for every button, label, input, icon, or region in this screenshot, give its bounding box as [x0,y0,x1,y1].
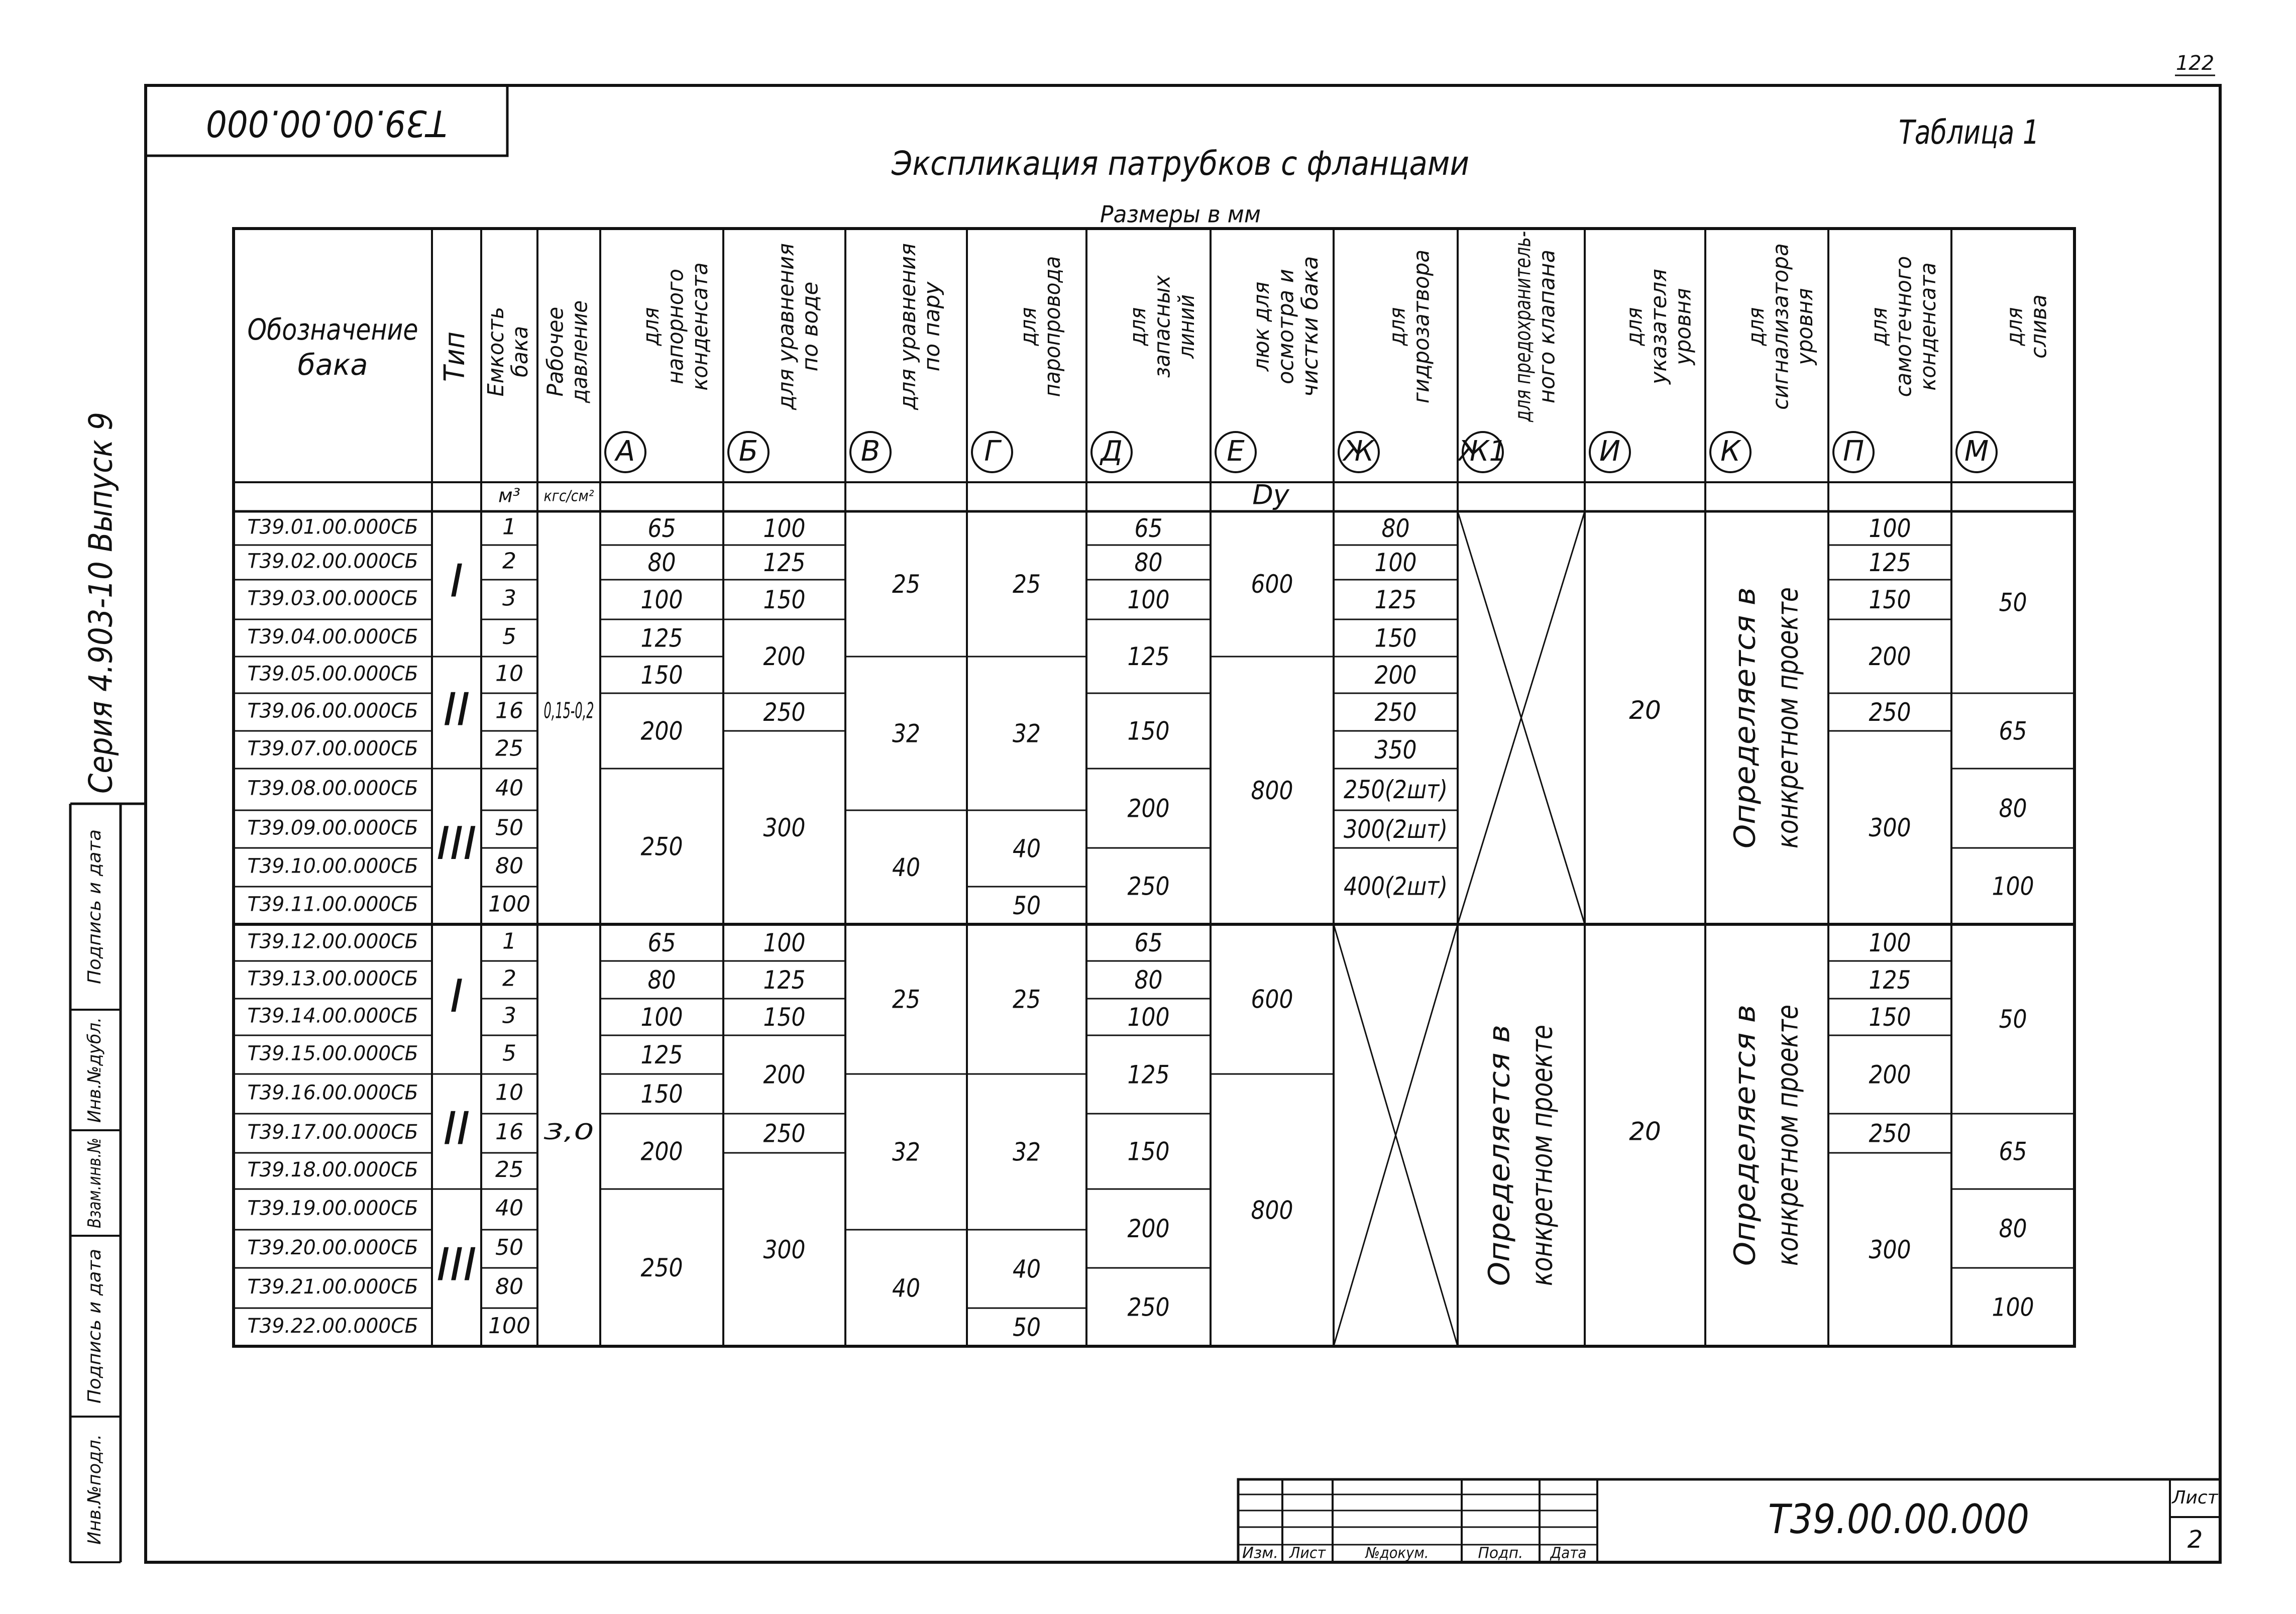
column-header-text [1249,256,1323,397]
value-G: 25 [1013,985,1041,1014]
tank-type: II [443,683,470,736]
tank-designation: Т39.20.00.000СБ [247,1236,418,1259]
tank-capacity: 3 [502,1003,516,1029]
value-B: 125 [763,548,806,577]
cell-text: для уравнения [895,236,921,410]
working-pressure: 0,15-0,2 [543,698,594,724]
column-letter: А [615,435,635,468]
value-B: 300 [763,813,806,842]
column-header-text [1510,170,1560,422]
tank-designation: Т39.19.00.000СБ [247,1197,418,1220]
tank-capacity: 50 [495,815,523,841]
value-D: 65 [1134,514,1163,543]
value-B: 125 [763,965,806,995]
value-A: 125 [640,623,683,653]
header-designation: Обозначение [247,312,418,347]
column-header-text [542,291,593,403]
tank-capacity: 1 [502,514,516,540]
sheet-label: Лист [2172,1487,2218,1508]
table-label: Таблица 1 [1899,113,2039,152]
value-E: 800 [1251,776,1293,805]
title-block-code: Т39.00.00.000 [1768,1495,2029,1543]
value-P: 100 [1869,514,1911,543]
value-B: 300 [763,1235,806,1264]
tank-type: III [436,1238,477,1292]
value-Zh: 80 [1381,514,1410,543]
value-B: 200 [763,1060,806,1090]
value-V: 40 [892,1273,920,1303]
value-D: 80 [1134,548,1163,577]
column-header-text [895,236,945,410]
title-block [1238,1479,2220,1562]
cell-text: для предохранитель- [1510,170,1536,422]
units-note: Размеры в мм [1100,200,1261,228]
cell-text: гидрозатвора [1408,242,1435,404]
value-M: 80 [1999,794,2027,823]
value-P: 200 [1869,1060,1911,1090]
value-D: 150 [1127,716,1170,746]
tank-designation: Т39.03.00.000СБ [247,587,418,610]
title-block-label: Дата [1549,1544,1587,1562]
value-M: 65 [1999,1137,2027,1166]
column-letter: К [1720,435,1740,468]
column-header-text [638,254,713,391]
value-D: 125 [1127,642,1170,671]
value-A: 150 [640,1080,683,1109]
cell-text: для [2002,303,2028,346]
tank-capacity: 1 [502,928,516,954]
value-B: 250 [763,698,806,727]
value-P: 250 [1869,1119,1911,1148]
tank-capacity: 10 [495,1080,523,1106]
value-A: 125 [640,1040,683,1069]
column-letter: В [860,435,881,468]
tank-designation: Т39.13.00.000СБ [247,967,418,991]
cell-text: по пару [919,281,945,372]
value-K: Определяется в [1727,1018,1762,1266]
tank-designation: Т39.16.00.000СБ [247,1081,418,1105]
cell-text: бака [507,323,533,378]
cell-text: для [638,303,665,346]
value-B: 100 [763,514,806,543]
value-Zh: 250(2шт) [1344,775,1448,804]
column-letter: Д [1101,435,1123,468]
value-D: 125 [1127,1060,1170,1090]
column-letter: Г [984,435,1000,468]
value-V: 32 [892,1137,920,1167]
tank-capacity: 50 [495,1235,523,1260]
unit-dy: Dу [1252,479,1289,511]
unit-capacity: м³ [498,484,520,507]
value-D: 250 [1127,1293,1170,1322]
cell-text: ного клапана [1534,246,1560,404]
value-Zh: 200 [1374,661,1417,690]
side-field: Взам.инв.№ [84,1117,105,1228]
cell-text: для [1621,303,1648,346]
value-I: 20 [1629,696,1661,725]
value-Zh: 300(2шт) [1344,815,1448,844]
tank-designation: Т39.06.00.000СБ [247,699,418,723]
cell-text: конденсата [1915,254,1941,391]
value-K: конкретном проекте [1770,529,1805,848]
cell-text: для [1867,303,1893,346]
value-P: 300 [1869,813,1911,842]
value-A: 65 [647,928,676,957]
cell-text: сигнализатора [1768,236,1794,410]
tank-capacity: 3 [502,585,516,611]
tank-capacity: 5 [502,624,516,650]
value-K: конкретном проекте [1770,946,1805,1266]
value-V: 32 [892,719,920,748]
value-K: Определяется в [1727,601,1762,848]
value-I: 20 [1629,1117,1661,1146]
tank-type: I [450,970,464,1023]
column-header-text [1621,265,1696,385]
value-P: 125 [1869,548,1911,577]
tank-capacity: 2 [502,965,516,992]
value-Zh: 250 [1374,698,1417,727]
column-header-text [1743,236,1818,410]
title-block-label: Подп. [1478,1544,1523,1562]
value-A: 100 [640,1003,683,1032]
value-P: 100 [1869,928,1911,957]
tank-capacity: 40 [495,1195,523,1221]
value-D: 200 [1127,1214,1170,1243]
working-pressure: 3,0 [543,1119,594,1145]
value-G: 50 [1013,1313,1041,1342]
tank-capacity: 16 [495,698,523,724]
value-G: 32 [1013,719,1041,748]
value-P: 125 [1869,965,1911,995]
value-B: 200 [763,642,806,671]
value-A: 65 [647,514,676,543]
tank-capacity: 25 [495,735,523,762]
tank-designation: Т39.17.00.000СБ [247,1121,418,1144]
tank-type: III [436,817,477,870]
value-G: 40 [1013,1254,1041,1284]
value-G: 50 [1013,891,1041,920]
cell-text: указателя [1646,265,1672,384]
column-letter: П [1842,435,1865,468]
value-D: 80 [1134,965,1163,995]
column-letter: И [1599,435,1620,468]
value-A: 200 [640,716,683,746]
value-A: 250 [640,832,683,862]
tank-designation: Т39.05.00.000СБ [247,662,418,686]
tank-capacity: 100 [488,1313,530,1339]
tank-designation: Т39.12.00.000СБ [247,930,418,953]
value-Zh: 350 [1374,735,1417,765]
cell-text: самотечного [1891,248,1917,397]
sheet-title: Экспликация патрубков с фланцами [891,144,1469,183]
value-E: 600 [1251,570,1293,599]
cell-text: для [1015,303,1041,346]
value-P: 150 [1869,1003,1911,1032]
value-A: 200 [640,1137,683,1166]
column-letter: Е [1227,435,1245,468]
value-Zh: 150 [1374,623,1417,653]
series-label: Серия 4.903-10 Выпуск 9 [82,370,120,794]
value-Zh: 400(2шт) [1344,872,1448,901]
tank-capacity: 16 [495,1119,523,1145]
value-D: 100 [1127,1003,1170,1032]
value-D: 250 [1127,872,1170,901]
value-D: 100 [1127,585,1170,614]
value-D: 150 [1127,1137,1170,1166]
tank-designation: Т39.01.00.000СБ [247,515,418,539]
cell-text: запасных [1149,267,1175,378]
value-P: 250 [1869,698,1911,727]
tank-designation: Т39.21.00.000СБ [247,1275,418,1299]
stamp-code: Т39.00.00.000 [206,102,447,145]
tank-designation: Т39.22.00.000СБ [247,1315,418,1338]
tank-type: I [450,555,464,608]
cell-text: Рабочее [542,302,569,397]
value-D: 200 [1127,794,1170,823]
tank-capacity: 25 [495,1157,523,1182]
value-P: 150 [1869,585,1911,614]
value-B: 100 [763,928,806,957]
column-header-text [1384,242,1435,404]
tank-designation: Т39.04.00.000СБ [247,625,418,649]
value-A: 80 [647,548,676,577]
tank-capacity: 2 [502,548,516,574]
side-field: Инв.№подл. [84,1431,105,1545]
tank-type: II [443,1102,470,1155]
cell-text: люк для [1249,275,1275,372]
title-block-label: Лист [1289,1544,1327,1562]
value-M: 100 [1992,1293,2034,1322]
cell-text: для [1384,303,1410,346]
sheet-header [146,85,2039,228]
sheet-number: 2 [2187,1526,2203,1554]
tank-designation: Т39.08.00.000СБ [247,777,418,800]
value-P: 200 [1869,642,1911,671]
tank-designation: Т39.09.00.000СБ [247,816,418,840]
header-type: Тип [439,328,472,382]
value-M: 80 [1999,1214,2027,1243]
value-Zh1: Определяется в [1482,1038,1516,1286]
value-G: 32 [1013,1137,1041,1167]
column-header-text [1015,244,1066,397]
tank-designation: Т39.10.00.000СБ [247,854,418,878]
cell-text: паропровода [1040,244,1066,397]
value-V: 40 [892,853,920,882]
page-number: 122 [2175,52,2215,75]
tank-designation: Т39.18.00.000СБ [247,1158,418,1181]
cell-text: чистки бака [1297,256,1323,397]
tank-capacity: 80 [495,853,523,879]
cell-text: слива [2026,291,2052,359]
value-Zh: 100 [1374,548,1417,577]
cell-text: для [1743,303,1770,346]
column-header-text [483,301,533,397]
value-V: 25 [892,985,920,1014]
tank-designation: Т39.11.00.000СБ [247,893,418,916]
cell-text: Емкость [483,301,509,397]
side-field: Подпись и дата [84,1253,105,1404]
tank-capacity: 100 [488,891,530,917]
value-A: 150 [640,661,683,690]
value-Zh: 125 [1374,585,1417,614]
value-M: 65 [1999,716,2027,746]
cell-text: осмотра и [1273,266,1299,384]
tank-capacity: 40 [495,775,523,801]
column-letter: Ж1 [1459,435,1507,468]
value-B: 150 [763,585,806,614]
value-A: 80 [647,965,676,995]
cell-text: для [1125,303,1151,346]
column-header-text [1867,248,1941,397]
column-header-text [1125,267,1199,378]
side-field: Инв.№дубл. [84,1010,105,1123]
value-E: 800 [1251,1196,1293,1225]
cell-text: по воде [797,281,823,372]
cell-text: давление [567,291,593,403]
column-letter: М [1964,435,1989,468]
tank-designation: Т39.15.00.000СБ [247,1042,418,1065]
value-M: 50 [1999,1005,2027,1034]
tank-designation: Т39.14.00.000СБ [247,1004,418,1028]
cell-text: конденсата [687,254,713,391]
tank-capacity: 80 [495,1274,523,1300]
value-A: 100 [640,585,683,614]
tank-designation: Т39.02.00.000СБ [247,550,418,573]
value-B: 150 [763,1003,806,1032]
header-designation: бака [297,348,368,382]
tank-capacity: 5 [502,1040,516,1066]
value-D: 65 [1134,928,1163,957]
column-letter: Ж [1343,435,1374,468]
left-side-strip [70,370,146,1562]
value-P: 300 [1869,1235,1911,1264]
value-Zh1: конкретном проекте [1524,966,1559,1286]
column-letter: Б [738,435,758,468]
side-field: Подпись и дата [84,834,105,984]
tank-capacity: 10 [495,661,523,687]
column-header-text [2002,291,2052,359]
value-G: 25 [1013,570,1041,599]
column-header-text [773,236,823,410]
title-block-label: Изм. [1242,1544,1278,1562]
value-G: 40 [1013,834,1041,864]
value-V: 25 [892,570,920,599]
value-M: 50 [1999,588,2027,617]
title-block-label: №докум. [1364,1544,1429,1562]
value-E: 600 [1251,985,1293,1014]
value-B: 250 [763,1119,806,1148]
unit-pressure: кгс/см² [543,487,594,505]
cell-text: уровня [1670,283,1696,365]
cell-text: линий [1173,287,1199,359]
cell-text: напорного [663,261,689,384]
cell-text: для уравнения [773,236,799,410]
value-A: 250 [640,1253,683,1282]
cell-text: уровня [1792,283,1818,365]
value-M: 100 [1992,872,2034,901]
tank-designation: Т39.07.00.000СБ [247,737,418,761]
